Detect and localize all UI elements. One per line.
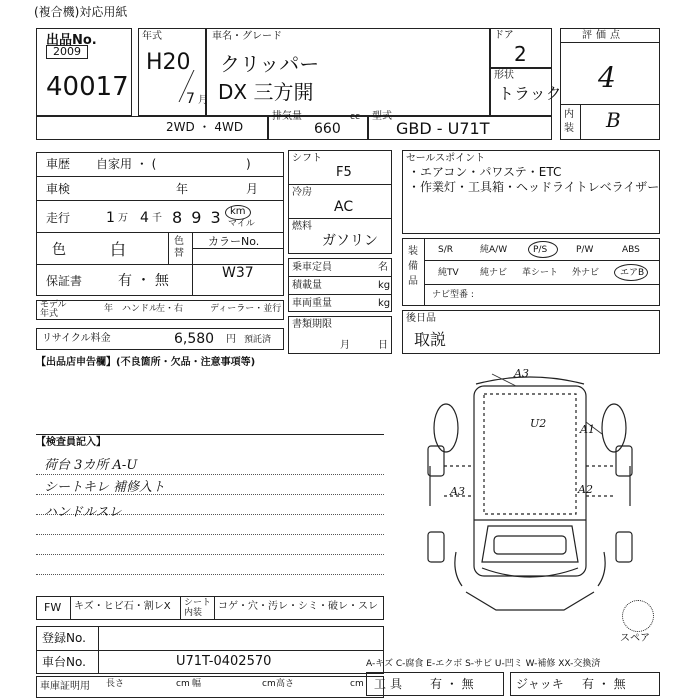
post-sale-value: 取説 <box>414 330 447 349</box>
equip-ps: P/S <box>533 245 548 255</box>
history-value: 自家用 ・ ( <box>96 157 157 171</box>
inspector-note-3: ハンドルスレ <box>44 505 122 520</box>
model-year-label: モデル年式 <box>40 300 67 319</box>
year-month: 7 <box>186 91 195 107</box>
fw-value: キズ・ヒビ石・割レX <box>74 601 171 612</box>
inspection-label: 車検 <box>46 182 71 196</box>
model-value: GBD - U71T <box>396 119 490 138</box>
dealer-label: ディーラー・並行 <box>210 304 282 314</box>
capacity-label: 乗車定員 <box>292 262 332 273</box>
top-note: (複合機)対応用紙 <box>34 5 128 19</box>
declaration-label: 【出品店申告欄】(不良箇所・欠品・注意事項等) <box>36 357 256 368</box>
color-change: 色替 <box>174 236 184 259</box>
recycle-value: 6,580 <box>174 331 215 347</box>
garage-height-label: 高さ <box>276 679 295 689</box>
recycle-note: 預託済 <box>244 335 272 345</box>
capacity-unit: 名 <box>378 262 388 273</box>
mileage-sen-unit: 千 <box>152 213 162 224</box>
diagram-mark-a1: A1 <box>580 423 595 436</box>
color-value: 白 <box>110 240 127 259</box>
interior-value: B <box>606 108 621 132</box>
equip-sr: S/R <box>438 245 453 255</box>
diagram-mark-a2: A2 <box>578 483 593 496</box>
equip-navi: 純ナビ <box>480 268 508 278</box>
inspector-label: 【検査員記入】 <box>36 437 106 448</box>
mileage-sen: 4 <box>140 210 149 226</box>
equip-abs: ABS <box>622 245 640 255</box>
drive-value: 2WD ・ 4WD <box>166 120 244 134</box>
lot-year-stamp: 2009 <box>46 45 88 59</box>
fuel-label: 燃料 <box>292 221 312 232</box>
equip-aw: 純A/W <box>480 245 508 255</box>
handle-label: ハンドル <box>122 304 159 314</box>
equipment-label: 装備品 <box>408 246 418 287</box>
garage-len-label: 長さ <box>106 679 125 689</box>
sales-point-2: ・作業灯・工具箱・ヘッドライトレベライザー <box>408 180 660 194</box>
jack-value: 有 ・ 無 <box>582 677 626 691</box>
mileage-mile: マイル <box>228 219 255 229</box>
ac-value: AC <box>334 199 354 215</box>
shift-label: シフト <box>292 153 322 164</box>
rating-value: 4 <box>598 61 616 94</box>
weight-label: 車両重量 <box>292 298 332 309</box>
load-unit: kg <box>378 280 391 291</box>
shape-label: 形状 <box>494 70 514 81</box>
seat-label: シート内装 <box>184 598 212 618</box>
displacement-label: 排気量 <box>272 111 302 122</box>
garage-label: 車庫証明用 <box>40 681 90 692</box>
shift-value: F5 <box>336 165 352 180</box>
warranty-label: 保証書 <box>46 274 83 288</box>
color-no: W37 <box>222 265 254 281</box>
jack-label: ジャッキ <box>516 677 564 691</box>
load-label: 積載量 <box>292 280 322 291</box>
year-value: H20 <box>146 50 191 75</box>
chassis-label: 車台No. <box>42 655 86 669</box>
model-label: 型式 <box>372 111 392 122</box>
garage-len-unit: cm <box>176 679 190 689</box>
door-value: 2 <box>514 42 527 66</box>
year-label: 年式 <box>142 31 162 42</box>
warranty-value: 有 ・ 無 <box>118 273 169 289</box>
car-label: 車名・グレード <box>212 31 282 42</box>
doc-month: 月 <box>340 340 350 351</box>
spare-label: スペア <box>620 633 650 644</box>
equip-pw: P/W <box>576 245 594 255</box>
navi-model-label: ナビ型番 : <box>432 290 474 300</box>
equip-ext-navi: 外ナビ <box>572 268 600 278</box>
lot-label: 出品No. <box>46 33 97 48</box>
displacement-unit: cc <box>350 112 360 122</box>
lot-number: 40017 <box>46 72 129 102</box>
inspector-note-2: シートキレ 補修入ト <box>44 480 166 495</box>
mileage-label: 走行 <box>46 211 71 225</box>
garage-height-unit: cm <box>350 679 364 689</box>
garage-width-unit: cm <box>262 679 276 689</box>
legend: A-キズ C-腐食 E-エクボ S-サビ U-凹ミ W-補修 XX-交換済 <box>366 659 601 669</box>
fuel-value: ガソリン <box>322 233 378 249</box>
equip-leather: 革シート <box>522 268 559 278</box>
inspection-month: 月 <box>246 182 259 196</box>
tools-label: 工具 <box>374 677 407 691</box>
mileage-man: 1 <box>106 210 115 226</box>
inspector-note-1: 荷台 3カ所 A-U <box>44 458 138 473</box>
interior-label: 内装 <box>564 109 574 134</box>
garage-width-label: 幅 <box>192 679 202 689</box>
tools-value: 有 ・ 無 <box>430 677 474 691</box>
recycle-unit: 円 <box>226 334 236 345</box>
mileage-km: km <box>230 206 246 217</box>
inspection-year: 年 <box>176 182 189 196</box>
equip-airbag: エアB <box>620 268 645 278</box>
sales-point-1: ・エアコン・パワステ・ETC <box>408 165 562 179</box>
diagram-mark-u2: U2 <box>530 417 547 430</box>
doc-label: 書類期限 <box>292 319 332 330</box>
diagram-mark-a3-left: A3 <box>450 485 465 498</box>
chassis-value: U71T-0402570 <box>176 654 272 669</box>
car-diagram <box>396 356 664 624</box>
post-sale-label: 後日品 <box>406 313 436 324</box>
diagram-mark-a3-top: A3 <box>514 367 529 380</box>
weight-unit: kg <box>378 298 391 309</box>
fw-label: FW <box>44 601 62 614</box>
car-grade: DX 三方開 <box>218 80 314 104</box>
ac-label: 冷房 <box>292 187 312 198</box>
doc-day: 日 <box>378 340 388 351</box>
door-label: ドア <box>494 30 514 41</box>
color-label: 色 <box>52 242 66 258</box>
registration-label: 登録No. <box>42 631 86 645</box>
year-month-unit: 月 <box>198 95 208 106</box>
equip-tv: 純TV <box>438 268 459 278</box>
handle-value: 左・右 <box>156 304 184 314</box>
history-label: 車歴 <box>46 157 71 171</box>
sales-point-label: セールスポイント <box>406 153 486 164</box>
car-name: クリッパー <box>220 52 320 76</box>
recycle-label: リサイクル料金 <box>42 333 111 344</box>
rating-label: 評価点 <box>582 30 624 41</box>
history-close: ) <box>246 157 251 171</box>
mileage-digits: 8 9 3 <box>172 208 223 227</box>
shape-value: トラック <box>498 84 562 103</box>
model-year-unit: 年 <box>104 304 114 314</box>
color-no-label: カラーNo. <box>208 235 260 248</box>
displacement-value: 660 <box>314 121 341 137</box>
mileage-man-unit: 万 <box>118 213 128 224</box>
seat-value: コゲ・穴・汚レ・シミ・破レ・スレ <box>218 601 378 612</box>
spare-tire-icon <box>622 600 654 632</box>
